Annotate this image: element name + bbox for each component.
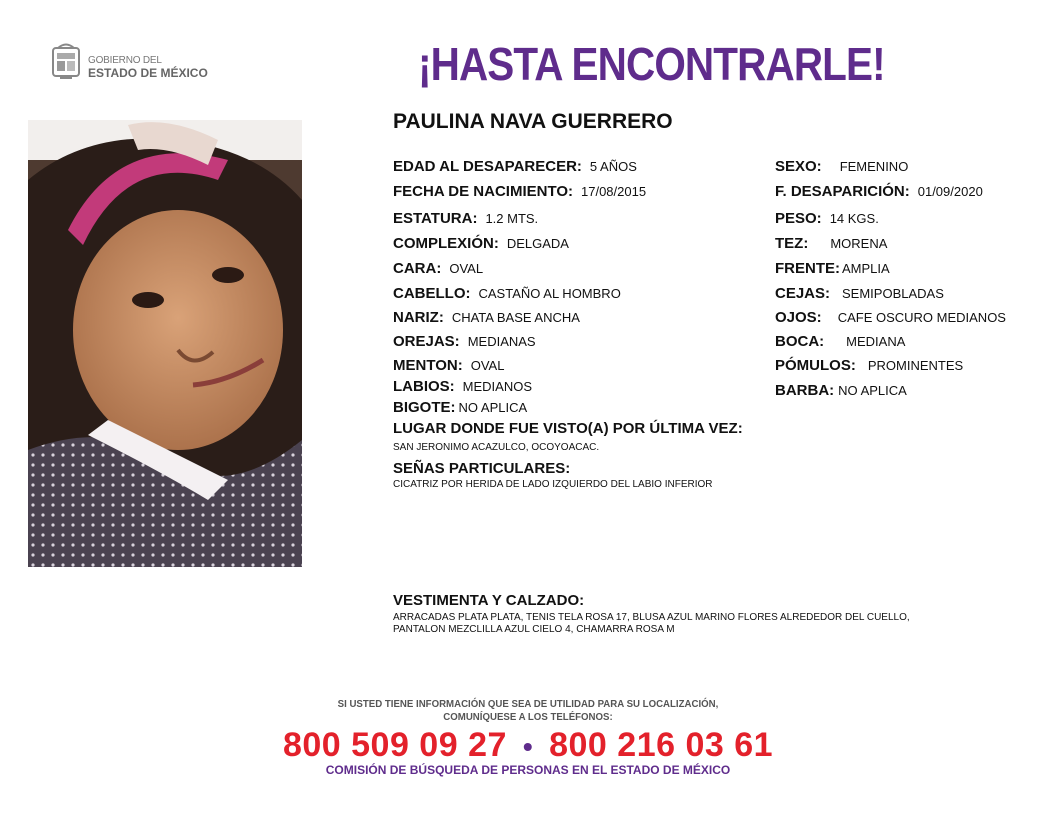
field-label: ESTATURA:	[393, 210, 478, 227]
field-value: 5 AÑOS	[589, 159, 637, 174]
field-weight	[775, 210, 879, 227]
field-age	[393, 158, 637, 175]
field-value: CAFE OSCURO MEDIANOS	[837, 310, 1006, 325]
clothing-text-line2: PANTALON MEZCLILLA AZUL CIELO 4, CHAMARRA ROSA M	[393, 624, 675, 635]
logo-text-line1: GOBIERNO DEL	[88, 55, 162, 66]
field-label: FECHA DE NACIMIENTO:	[393, 183, 573, 200]
field-value: 1.2 MTS.	[485, 211, 539, 226]
last-seen-text: SAN JERONIMO ACAZULCO, OCOYOACAC.	[393, 442, 600, 453]
field-value: MORENA	[830, 236, 888, 251]
field-label: LABIOS:	[393, 378, 455, 395]
field-value: PROMINENTES	[867, 358, 964, 373]
field-complexion	[775, 235, 887, 252]
field-cheekbones	[775, 357, 963, 374]
field-label: PÓMULOS:	[775, 357, 856, 374]
field-value: NO APLICA	[458, 400, 528, 415]
field-label: PESO:	[775, 210, 822, 227]
field-label: MENTON:	[393, 357, 463, 374]
field-value: CASTAÑO AL HOMBRO	[478, 286, 621, 301]
field-label: BIGOTE:	[393, 399, 456, 416]
portrait-photo-icon	[28, 120, 302, 567]
field-value: SEMIPOBLADAS	[842, 286, 944, 301]
field-label: OJOS:	[775, 309, 822, 326]
field-value: NO APLICA	[838, 383, 907, 398]
field-mouth	[775, 333, 905, 350]
person-photo	[28, 120, 302, 567]
state-crest-icon	[50, 42, 82, 80]
field-label: TEZ:	[775, 235, 809, 252]
field-beard	[775, 382, 907, 399]
field-value: MEDIANAS	[467, 334, 536, 349]
person-name: PAULINA NAVA GUERRERO	[393, 110, 673, 133]
clothing-title: VESTIMENTA Y CALZADO:	[393, 592, 585, 609]
field-ears	[393, 333, 536, 350]
field-lips	[393, 378, 532, 395]
field-build	[393, 235, 569, 252]
field-value: FEMENINO	[839, 159, 909, 174]
phone-number-1[interactable]: 800 509 09 27	[282, 726, 507, 764]
field-value: 14 KGS.	[829, 211, 879, 226]
bullet-separator: •	[522, 731, 534, 762]
field-birthdate	[393, 183, 646, 200]
field-height	[393, 210, 538, 227]
particular-marks-text: CICATRIZ POR HERIDA DE LADO IZQUIERDO DEL LABIO INFERIOR	[393, 479, 713, 490]
field-eyebrows	[775, 285, 944, 302]
field-label: NARIZ:	[393, 309, 444, 326]
field-label: CARA:	[393, 260, 442, 277]
footer-note-line2: COMUNÍQUESE A LOS TELÉFONOS:	[443, 711, 613, 723]
phone-number-2[interactable]: 800 216 03 61	[549, 726, 774, 764]
field-value: CHATA BASE ANCHA	[451, 310, 580, 325]
field-hair	[393, 285, 621, 302]
field-value: OVAL	[449, 261, 484, 276]
field-label: CABELLO:	[393, 285, 471, 302]
field-label: SEXO:	[775, 158, 822, 175]
field-label: CEJAS:	[775, 285, 831, 302]
field-label: BARBA:	[775, 382, 835, 399]
field-forehead	[775, 260, 890, 277]
field-mustache	[393, 399, 527, 416]
field-chin	[393, 357, 504, 374]
headline: ¡HASTA ENCONTRARLE!	[418, 38, 885, 90]
field-nose	[393, 309, 580, 326]
last-seen-title: LUGAR DONDE FUE VISTO(A) POR ÚLTIMA VEZ:	[393, 420, 743, 437]
field-value: 01/09/2020	[917, 184, 983, 199]
field-eyes	[775, 309, 1006, 326]
field-disappearance-date	[775, 183, 983, 200]
field-label: COMPLEXIÓN:	[393, 235, 499, 252]
government-logo	[50, 42, 220, 82]
field-label: F. DESAPARICIÓN:	[775, 183, 910, 200]
field-value: AMPLIA	[842, 261, 890, 276]
commission-name: COMISIÓN DE BÚSQUEDA DE PERSONAS EN EL ESTADO DE MÉXICO	[325, 763, 731, 777]
field-value: OVAL	[470, 358, 505, 373]
field-label: BOCA:	[775, 333, 825, 350]
field-value: DELGADA	[506, 236, 569, 251]
particular-marks-title: SEÑAS PARTICULARES:	[393, 460, 571, 477]
field-value: MEDIANOS	[462, 379, 533, 394]
field-value: MEDIANA	[846, 334, 906, 349]
clothing-text-line1: ARRACADAS PLATA PLATA, TENIS TELA ROSA 17, BLUSA AZUL MARINO FLORES ALREDEDOR DEL CUELLO,	[393, 612, 910, 623]
field-label: FRENTE:	[775, 260, 840, 277]
field-face	[393, 260, 483, 277]
logo-text-line2: ESTADO DE MÉXICO	[88, 66, 208, 80]
footer-note-line1: SI USTED TIENE INFORMACIÓN QUE SEA DE UTILIDAD PARA SU LOCALIZACIÓN,	[337, 698, 719, 710]
phone-numbers	[0, 726, 1056, 765]
field-sex	[775, 158, 908, 175]
field-label: EDAD AL DESAPARECER:	[393, 158, 582, 175]
field-value: 17/08/2015	[581, 184, 647, 199]
field-label: OREJAS:	[393, 333, 460, 350]
